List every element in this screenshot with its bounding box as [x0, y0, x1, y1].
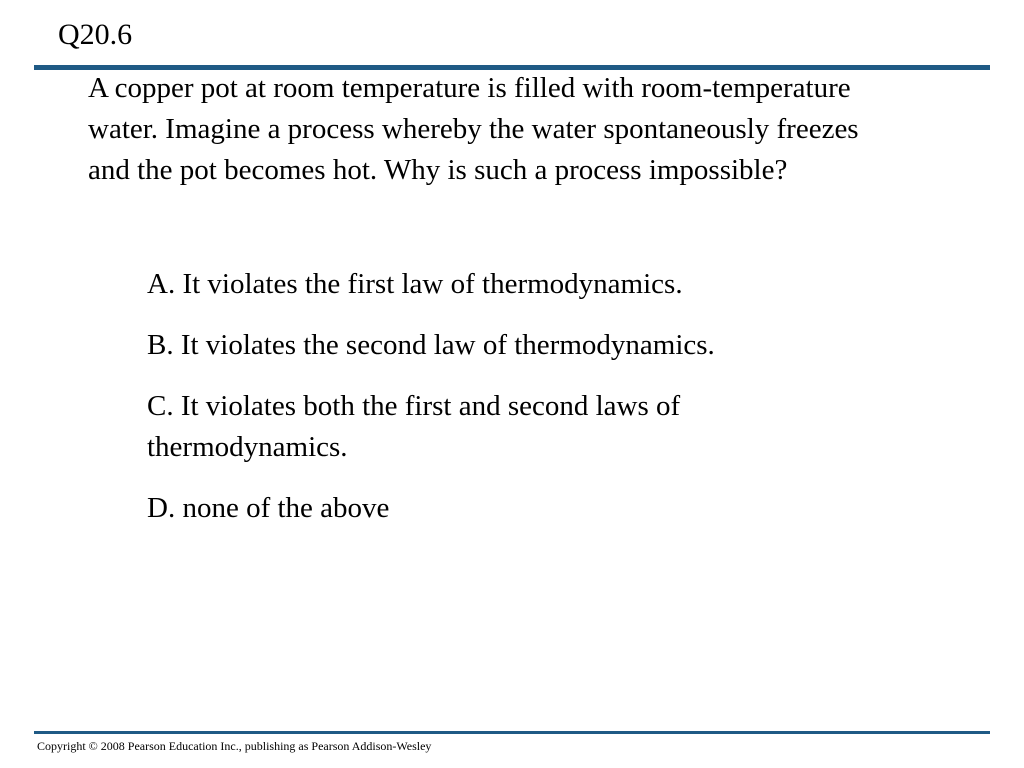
answer-options [147, 264, 847, 549]
slide-title: Q20.6 [58, 18, 133, 51]
question-text: A copper pot at room temperature is filled with room-temperature water. Imagine a process whereby the water spontaneously freezes and the pot becomes hot. Why is such a process impossible? [88, 72, 859, 186]
footer-divider [34, 731, 990, 734]
option-d[interactable]: D. none of the above [147, 492, 390, 524]
option-c[interactable]: C. It violates both the first and second laws of thermodynamics. [147, 390, 681, 463]
option-a[interactable]: A. It violates the first law of thermodynamics. [147, 268, 683, 300]
option-b[interactable]: B. It violates the second law of thermodynamics. [147, 329, 715, 361]
copyright-notice: Copyright © 2008 Pearson Education Inc., publishing as Pearson Addison-Wesley [37, 739, 432, 753]
